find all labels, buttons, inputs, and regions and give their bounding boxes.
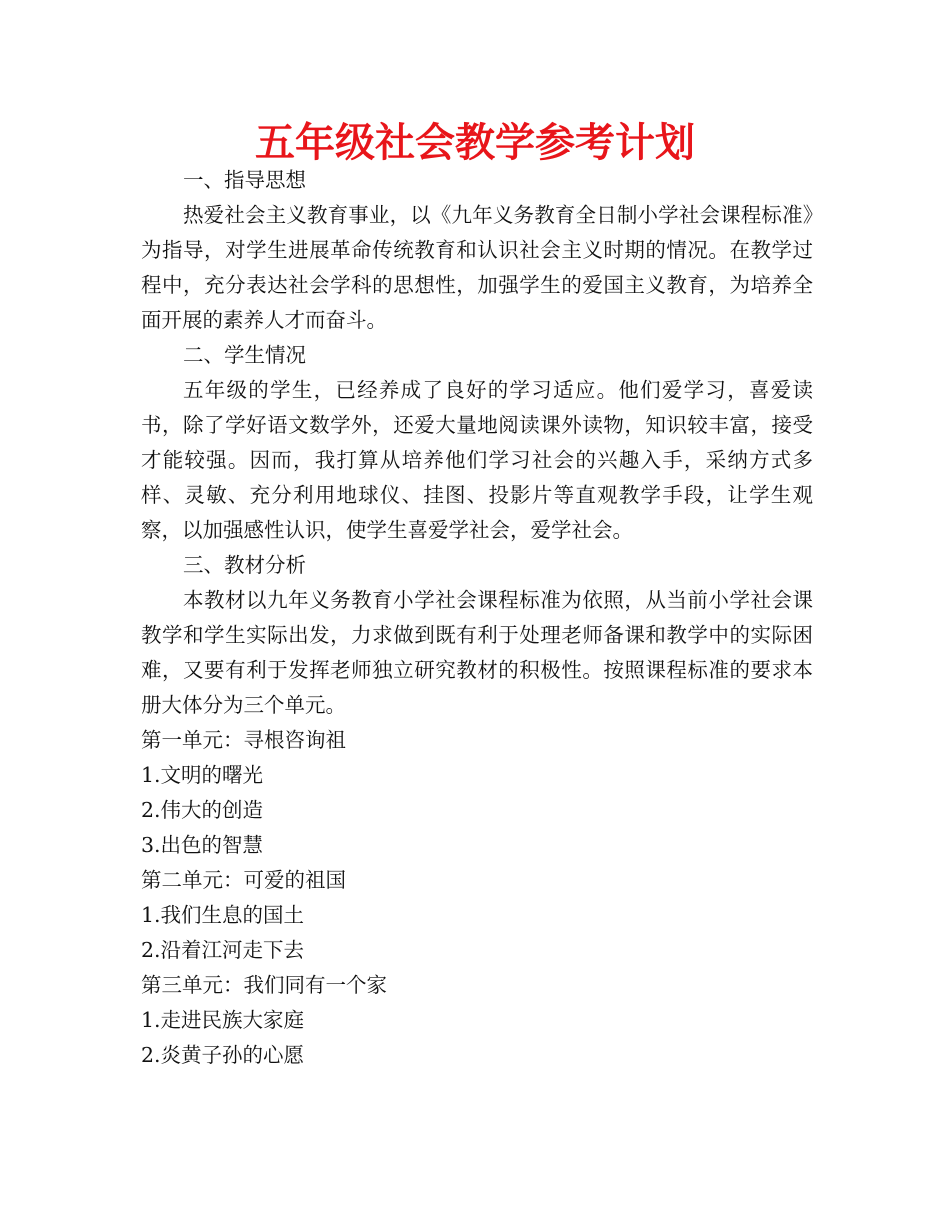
lesson-item: 2.炎黄子孙的心愿 xyxy=(141,1043,305,1067)
lesson-item: 1.走进民族大家庭 xyxy=(141,1008,305,1032)
lesson-item: 1.我们生息的国土 xyxy=(141,903,305,927)
lesson-item: 3.出色的智慧 xyxy=(141,833,264,857)
section-paragraph-guiding-ideology: 热爱社会主义教育事业，以《九年义务教育全日制小学社会课程标准》为指导，对学生进展革命传统教育和认识社会主义时期的情况。在教学过程中，充分表达社会学科的思想性，加强学生的爱国主义教育，为培养全面开展的素养人才而奋斗。 xyxy=(141,203,813,332)
unit-title: 第二单元：可爱的祖国 xyxy=(141,868,346,892)
section-heading-guiding-ideology: 一、指导思想 xyxy=(183,168,306,192)
unit-title: 第一单元：寻根咨询祖 xyxy=(141,728,346,752)
document-title: 五年级社会教学参考计划 xyxy=(255,120,695,166)
section-heading-student-situation: 二、学生情况 xyxy=(183,343,306,367)
section-heading-textbook-analysis: 三、教材分析 xyxy=(183,553,306,577)
lesson-item: 2.伟大的创造 xyxy=(141,798,264,822)
lesson-item: 1.文明的曙光 xyxy=(141,763,264,787)
section-paragraph-student-situation: 五年级的学生，已经养成了良好的学习适应。他们爱学习，喜爱读书，除了学好语文数学外，还爱大量地阅读课外读物，知识较丰富，接受才能较强。因而，我打算从培养他们学习社会的兴趣入手，采纳方式多样、灵敏、充分利用地球仪、挂图、投影片等直观教学手段，让学生观察，以加强感性认识，使学生喜爱学社会，爱学社会。 xyxy=(141,378,813,542)
unit-title: 第三单元：我们同有一个家 xyxy=(141,973,387,997)
lesson-item: 2.沿着江河走下去 xyxy=(141,938,305,962)
section-paragraph-textbook-analysis: 本教材以九年义务教育小学社会课程标准为依照，从当前小学社会课教学和学生实际出发，力求做到既有利于处理老师备课和教学中的实际困难，又要有利于发挥老师独立研究教材的积极性。按照课程标准的要求本册大体分为三个单元。 xyxy=(141,588,813,717)
document-body xyxy=(141,163,813,1073)
